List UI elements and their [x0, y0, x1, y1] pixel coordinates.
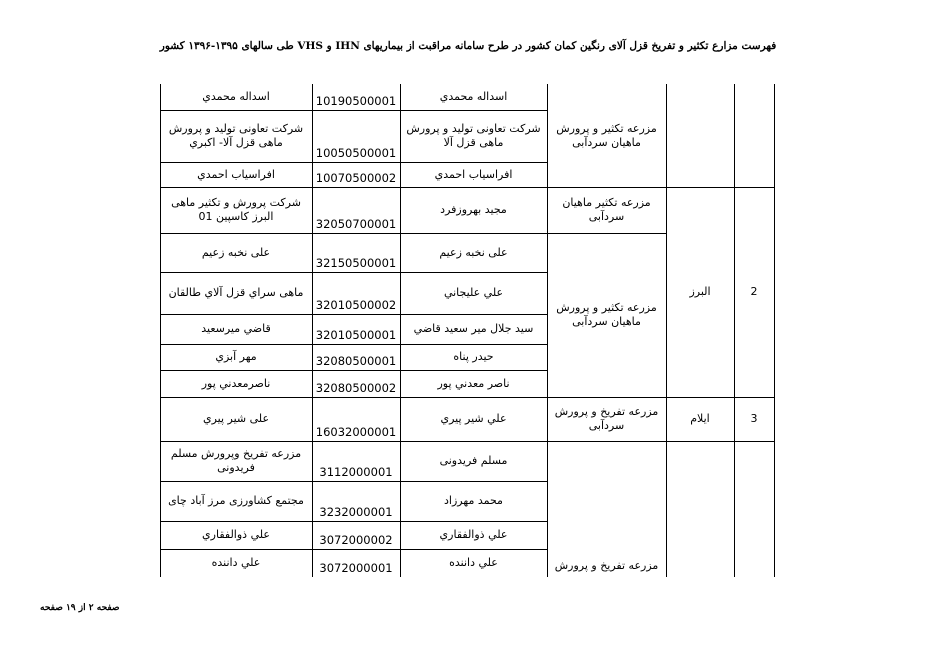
- manager-cell: افراسیاب احمدي: [434, 167, 513, 181]
- manager-cell: علي عليجاني: [443, 286, 504, 299]
- farm-code-cell: 3112000001: [319, 465, 393, 479]
- row-number-cell: 3: [750, 412, 758, 425]
- farm-code-cell: 3072000001: [319, 561, 393, 575]
- owner-cell: مهر آبزي: [215, 350, 257, 363]
- province-cell: ایلام: [690, 412, 710, 425]
- farm-code-cell: 16032000001: [315, 425, 397, 439]
- farm-code-cell: 32010500002: [315, 298, 397, 312]
- row-number-cell: [734, 441, 774, 577]
- farm-type-cell: مزرعه تفریخ و پرورش سردآبی: [554, 405, 659, 432]
- province-cell: [666, 441, 734, 577]
- manager-cell: علي داننده: [449, 556, 498, 569]
- owner-cell: مزرعه تفریخ وپرورش مسلم فریدونی: [170, 447, 302, 474]
- page-footer: صفحه ۲ از ۱۹ صفحه: [40, 603, 120, 613]
- owner-cell: علی شير پيري: [202, 412, 270, 425]
- manager-cell: محمد مهرزاد: [444, 494, 503, 507]
- farm-code-cell: 10070500002: [315, 171, 397, 185]
- owner-cell: مجتمع کشاورزی مرز آباد چای: [168, 494, 304, 507]
- owner-cell: علی نخبه زعیم: [201, 245, 271, 259]
- owner-cell: علي ذوالفقاري: [202, 528, 270, 541]
- farm-type-cell: مزرعه تفریخ و پرورش: [554, 559, 659, 572]
- farm-code-cell: 32010500001: [315, 328, 397, 342]
- row-number-cell: 2: [750, 285, 758, 298]
- row-number-cell: [734, 84, 774, 187]
- farm-code-cell: 32150500001: [315, 256, 397, 270]
- farm-type-cell: مزرعه تکثیر و پرورش ماهیان سردآبی: [556, 301, 657, 328]
- farm-code-cell: 10050500001: [315, 146, 397, 160]
- owner-cell: ناصرمعدني پور: [201, 376, 271, 390]
- owner-cell: اسداله محمدي: [202, 90, 270, 103]
- owner-cell: ماهی سراي قزل آلاي طالقان: [168, 286, 304, 299]
- manager-cell: مسلم فریدونی: [439, 454, 508, 467]
- manager-cell: حيدر پناه: [453, 350, 494, 363]
- province-cell: البرز: [689, 285, 711, 298]
- owner-cell: قاضي ميرسعيد: [201, 322, 271, 335]
- owner-cell: افراسیاب احمدي: [197, 167, 275, 181]
- manager-cell: علي ذوالفقاري: [439, 528, 508, 541]
- farm-code-cell: 32080500001: [315, 354, 397, 368]
- manager-cell: اسداله محمدي: [439, 90, 508, 103]
- manager-cell: ناصر معدني پور: [437, 376, 510, 390]
- owner-cell: علي داننده: [211, 556, 261, 569]
- manager-cell: مجید بهروزفرد: [440, 203, 507, 216]
- column-divider: [774, 84, 775, 577]
- farm-code-cell: 32050700001: [315, 217, 397, 231]
- document-title: فهرست مزارع تکثیر و تفریخ قزل آلای رنگین کمان کشور در طرح سامانه مراقبت از بیماریهای IHN و VHS طی سالهای ۱۳۹۵-۱۳۹۶ کشور: [159, 40, 777, 52]
- farm-code-cell: 3232000001: [319, 505, 393, 519]
- farm-code-cell: 10190500001: [315, 94, 397, 108]
- farm-code-cell: 3072000002: [319, 533, 393, 547]
- manager-cell: شرکت تعاونی تولید و پرورش ماهی قزل آلا: [406, 122, 541, 149]
- manager-cell: علي شير پيري: [440, 412, 507, 425]
- owner-cell: شرکت تعاونی تولید و پرورش ماهی قزل آلا- اکبري: [168, 122, 304, 149]
- manager-cell: سيد جلال مير سعيد قاضي: [413, 322, 534, 335]
- farm-type-cell: مزرعه تکثیر و پرورش ماهیان سردآبی: [556, 121, 657, 149]
- farm-type-cell: مزرعه تکثیر ماهیان سردآبی: [562, 196, 651, 223]
- owner-cell: شرکت پرورش و تکثیر ماهی البرز کاسپین 01: [171, 196, 301, 223]
- manager-cell: علی نخبه زعیم: [439, 245, 508, 259]
- farm-code-cell: 32080500002: [315, 381, 397, 395]
- province-cell: [666, 84, 734, 187]
